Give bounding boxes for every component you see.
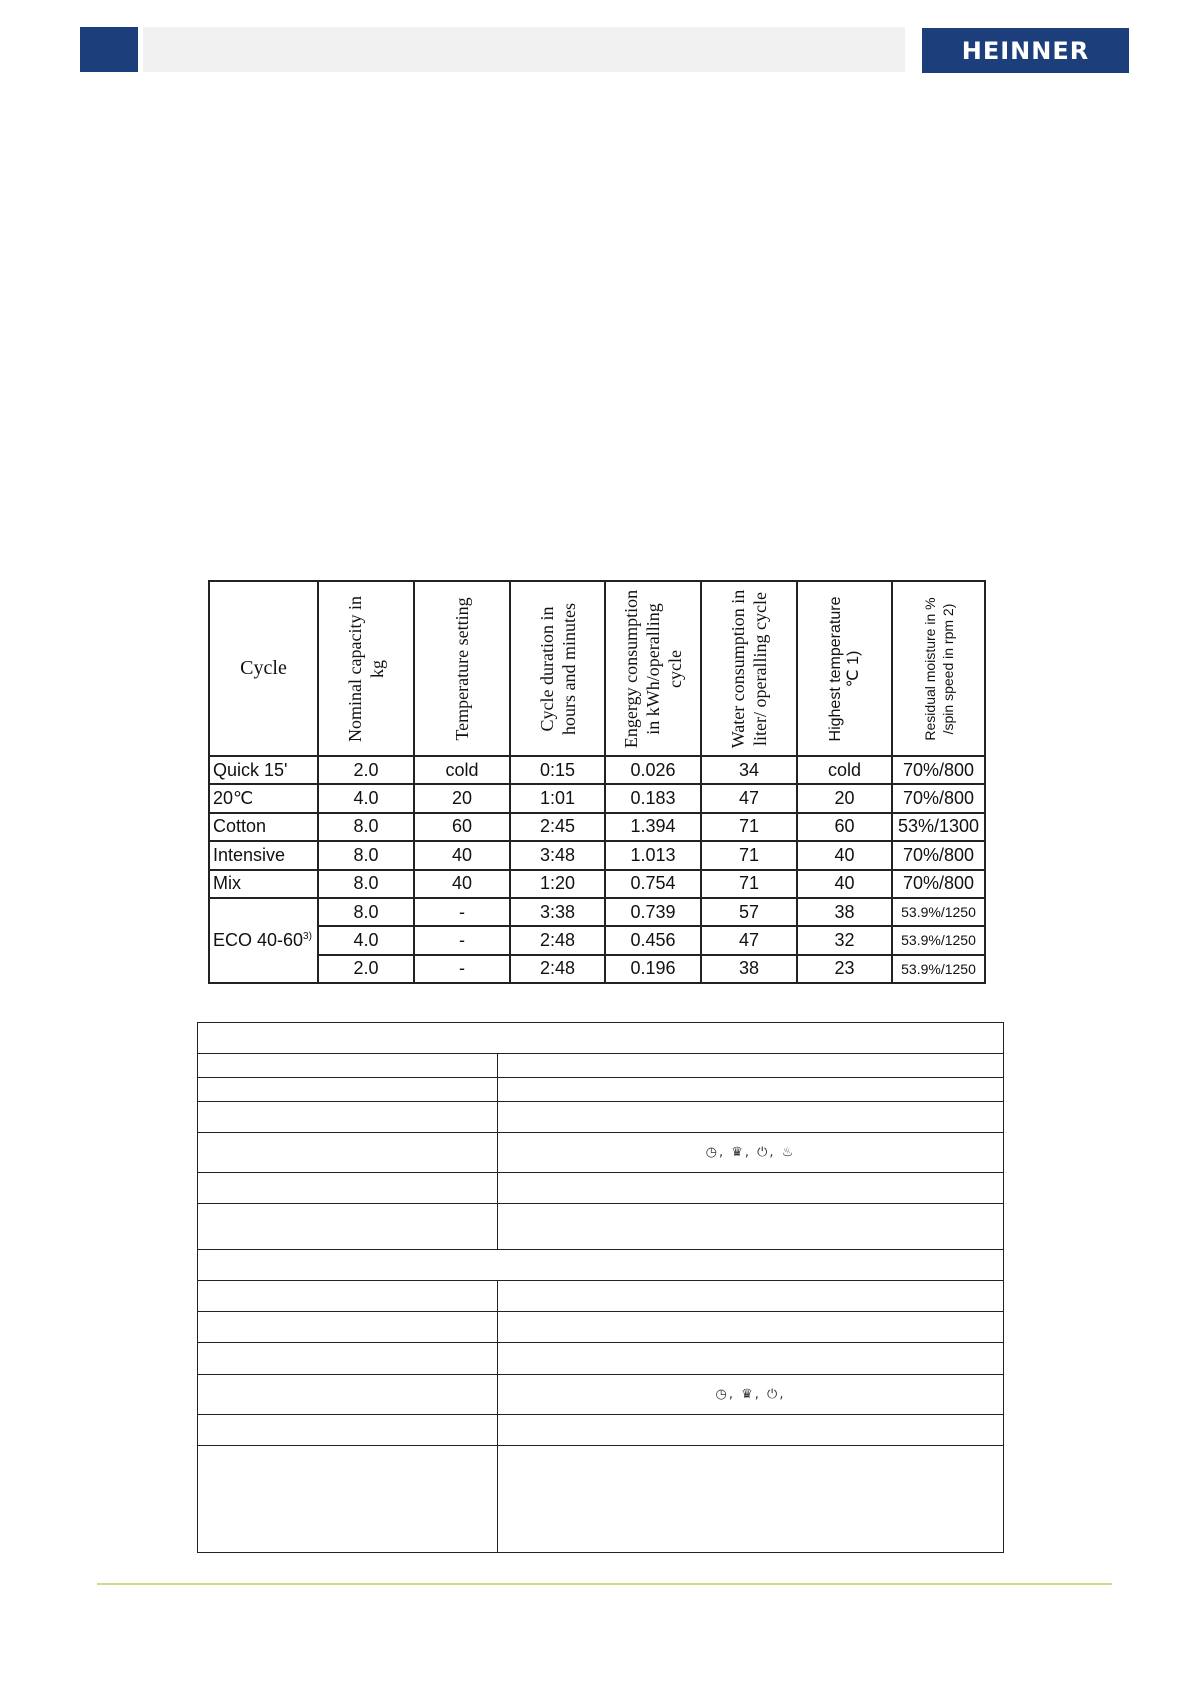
table-row <box>209 841 985 869</box>
spec-row <box>198 1280 1004 1311</box>
cell-capacity: 8.0 <box>318 898 414 926</box>
spec-row <box>198 1374 1004 1414</box>
spec-cell <box>498 1446 1004 1553</box>
cell-energy: 0.183 <box>605 784 701 812</box>
cell-energy: 0.196 <box>605 955 701 983</box>
cell-highest-temp: 60 <box>797 813 892 841</box>
spec-section-header <box>198 1023 1004 1054</box>
spec-cell <box>498 1280 1004 1311</box>
spec-cell <box>198 1023 1004 1054</box>
cell-highest-temp: 32 <box>797 926 892 954</box>
column-header-cycle: Cycle <box>209 581 318 756</box>
table-row <box>209 898 985 926</box>
spec-cell <box>198 1054 498 1078</box>
spec-row <box>198 1312 1004 1343</box>
spec-cell <box>498 1414 1004 1445</box>
cell-moisture: 70%/800 <box>892 870 985 898</box>
spec-row <box>198 1101 1004 1132</box>
cycle-data-table <box>208 580 986 984</box>
cell-duration: 3:38 <box>510 898 605 926</box>
spec-cell <box>198 1446 498 1553</box>
cell-cycle: Mix <box>209 870 318 898</box>
table-header-row <box>209 581 985 756</box>
spec-cell <box>498 1078 1004 1101</box>
cell-energy: 1.013 <box>605 841 701 869</box>
spec-cell <box>498 1343 1004 1374</box>
spec-cell <box>198 1414 498 1445</box>
cell-highest-temp: 38 <box>797 898 892 926</box>
column-header-capacity: Nominal capacity in kg <box>318 581 414 756</box>
spec-cell <box>498 1101 1004 1132</box>
table-row <box>209 955 985 983</box>
cell-temp-setting: - <box>414 898 510 926</box>
cell-moisture: 53.9%/1250 <box>892 926 985 954</box>
cell-capacity: 8.0 <box>318 841 414 869</box>
cell-highest-temp: 23 <box>797 955 892 983</box>
cell-capacity: 2.0 <box>318 955 414 983</box>
cell-moisture: 70%/800 <box>892 756 985 784</box>
cell-water: 47 <box>701 926 797 954</box>
cell-cycle: Cotton <box>209 813 318 841</box>
spec-row <box>198 1204 1004 1249</box>
option-icons: ◷, ♛, ⏻, ♨ <box>705 1144 796 1160</box>
spec-cell <box>198 1280 498 1311</box>
footer-divider <box>97 1583 1112 1585</box>
spec-row <box>198 1054 1004 1078</box>
spec-section-header <box>198 1249 1004 1280</box>
column-header-water: Water consumption in liter/ operalling cycle <box>701 581 797 756</box>
cell-highest-temp: 40 <box>797 870 892 898</box>
spec-cell <box>198 1173 498 1204</box>
spec-icons-cell <box>498 1374 1004 1414</box>
cell-highest-temp: 20 <box>797 784 892 812</box>
spec-cell <box>198 1312 498 1343</box>
cell-capacity: 8.0 <box>318 870 414 898</box>
spec-cell <box>198 1204 498 1249</box>
cell-energy: 0.026 <box>605 756 701 784</box>
spec-row <box>198 1414 1004 1445</box>
table-row <box>209 926 985 954</box>
spec-cell <box>198 1132 498 1172</box>
cell-capacity: 4.0 <box>318 926 414 954</box>
spec-cell <box>198 1343 498 1374</box>
cell-water: 38 <box>701 955 797 983</box>
cell-duration: 2:48 <box>510 955 605 983</box>
cell-temp-setting: 20 <box>414 784 510 812</box>
option-icons: ◷, ♛, ⏻, <box>715 1386 786 1402</box>
spec-row <box>198 1132 1004 1172</box>
cell-water: 71 <box>701 813 797 841</box>
cell-moisture: 53%/1300 <box>892 813 985 841</box>
cell-cycle: 20℃ <box>209 784 318 812</box>
cell-water: 71 <box>701 870 797 898</box>
cell-cycle: Quick 15' <box>209 756 318 784</box>
column-header-residual-moisture: Residual moisture in % /spin speed in rpm 2) <box>892 581 985 756</box>
cell-moisture: 53.9%/1250 <box>892 898 985 926</box>
heinner-logo: HEINNER <box>922 28 1129 73</box>
cell-temp-setting: 60 <box>414 813 510 841</box>
column-header-highest-temperature: Highest temperature ℃ 1) <box>797 581 892 756</box>
cell-capacity: 4.0 <box>318 784 414 812</box>
cell-cycle-eco: ECO 40-60$^{3)}$ <box>209 898 318 983</box>
cell-water: 57 <box>701 898 797 926</box>
cell-temp-setting: 40 <box>414 870 510 898</box>
cell-energy: 1.394 <box>605 813 701 841</box>
spec-cell <box>498 1204 1004 1249</box>
table-row <box>209 756 985 784</box>
column-header-temperature-setting: Temperature setting <box>414 581 510 756</box>
spec-row <box>198 1078 1004 1101</box>
table-row <box>209 870 985 898</box>
table-row <box>209 813 985 841</box>
cell-highest-temp: cold <box>797 756 892 784</box>
cell-moisture: 70%/800 <box>892 841 985 869</box>
cell-temp-setting: cold <box>414 756 510 784</box>
header-accent-block <box>80 27 138 72</box>
cell-capacity: 8.0 <box>318 813 414 841</box>
spec-cell <box>198 1249 1004 1280</box>
header-bar <box>143 27 905 72</box>
spec-icons-cell <box>498 1132 1004 1172</box>
cell-energy: 0.456 <box>605 926 701 954</box>
cell-duration: 2:45 <box>510 813 605 841</box>
spec-cell <box>198 1078 498 1101</box>
cell-duration: 1:20 <box>510 870 605 898</box>
spec-row <box>198 1343 1004 1374</box>
cell-duration: 1:01 <box>510 784 605 812</box>
cell-duration: 0:15 <box>510 756 605 784</box>
cell-temp-setting: - <box>414 955 510 983</box>
spec-cell <box>498 1054 1004 1078</box>
spec-cell <box>198 1101 498 1132</box>
cell-temp-setting: 40 <box>414 841 510 869</box>
spec-cell <box>498 1173 1004 1204</box>
table-row <box>209 784 985 812</box>
cell-water: 71 <box>701 841 797 869</box>
cell-highest-temp: 40 <box>797 841 892 869</box>
spec-table <box>197 1022 1004 1553</box>
cell-cycle: Intensive <box>209 841 318 869</box>
spec-cell <box>498 1312 1004 1343</box>
cell-moisture: 53.9%/1250 <box>892 955 985 983</box>
spec-row <box>198 1446 1004 1553</box>
spec-cell <box>198 1374 498 1414</box>
cell-temp-setting: - <box>414 926 510 954</box>
spec-row <box>198 1173 1004 1204</box>
cell-duration: 3:48 <box>510 841 605 869</box>
cell-capacity: 2.0 <box>318 756 414 784</box>
column-header-duration: Cycle duration in hours and minutes <box>510 581 605 756</box>
cell-water: 47 <box>701 784 797 812</box>
column-header-energy: Engergy consumption in kWh/operalling cycle <box>605 581 701 756</box>
cell-duration: 2:48 <box>510 926 605 954</box>
cell-energy: 0.739 <box>605 898 701 926</box>
cell-moisture: 70%/800 <box>892 784 985 812</box>
cell-water: 34 <box>701 756 797 784</box>
cell-energy: 0.754 <box>605 870 701 898</box>
